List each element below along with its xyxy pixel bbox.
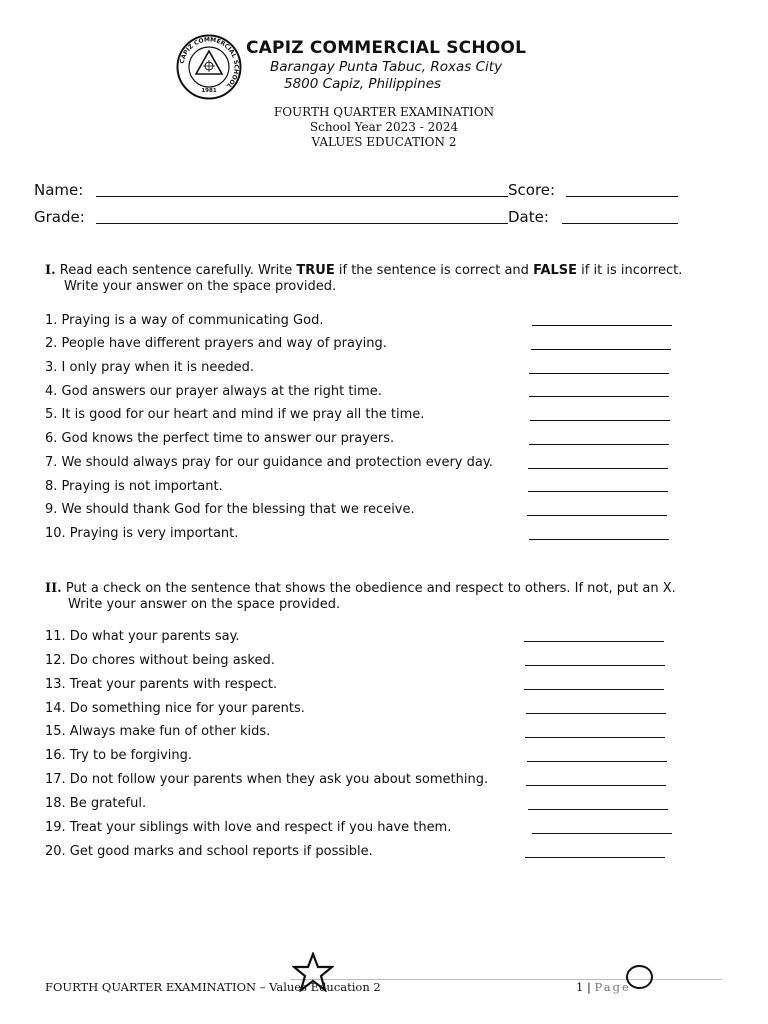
- part1-numeral: I.: [45, 263, 56, 278]
- exam-subject: VALUES EDUCATION 2: [311, 135, 457, 149]
- page-number-value: 1: [576, 980, 584, 994]
- score-line[interactable]: [566, 196, 678, 197]
- answer-line[interactable]: [529, 539, 669, 540]
- question-item: 20. Get good marks and school reports if possible.: [45, 844, 373, 859]
- answer-line[interactable]: [529, 373, 669, 374]
- question-item: 15. Always make fun of other kids.: [45, 724, 271, 739]
- question-item: 19. Treat your siblings with love and respect if you have them.: [45, 820, 452, 835]
- question-item: 11. Do what your parents say.: [45, 629, 240, 644]
- question-item: 17. Do not follow your parents when they ask you about something.: [45, 772, 489, 787]
- answer-line[interactable]: [524, 689, 664, 690]
- answer-line[interactable]: [525, 737, 665, 738]
- question-item: 16. Try to be forgiving.: [45, 748, 193, 763]
- circle-mark-icon: [626, 965, 653, 989]
- part1-text-b: if the sentence is correct and: [334, 263, 534, 278]
- school-address-line1: Barangay Punta Tabuc, Roxas City: [270, 59, 503, 75]
- question-item: 2. People have different prayers and way of praying.: [45, 336, 387, 351]
- score-label: Score:: [508, 181, 556, 199]
- answer-line[interactable]: [530, 420, 670, 421]
- answer-line[interactable]: [528, 809, 668, 810]
- svg-text:1981: 1981: [201, 88, 217, 94]
- question-item: 10. Praying is very important.: [45, 526, 239, 541]
- answer-line[interactable]: [526, 785, 666, 786]
- answer-line[interactable]: [524, 641, 664, 642]
- question-item: 5. It is good for our heart and mind if we pray all the time.: [45, 407, 425, 422]
- part2-text-b: Write your answer on the space provided.: [68, 597, 341, 612]
- part1-text-d: Write your answer on the space provided.: [64, 279, 337, 294]
- answer-line[interactable]: [532, 325, 672, 326]
- page-separator: |: [583, 980, 595, 994]
- school-header: [176, 34, 576, 98]
- name-label: Name:: [34, 181, 84, 199]
- part1-true-word: TRUE: [296, 263, 335, 278]
- exam-school-year: School Year 2023 - 2024: [309, 120, 459, 134]
- exam-title: FOURTH QUARTER EXAMINATION: [273, 105, 495, 119]
- school-seal-logo: [176, 34, 242, 100]
- question-item: 1. Praying is a way of communicating God.: [45, 313, 324, 328]
- answer-line[interactable]: [529, 444, 669, 445]
- school-address-line2: 5800 Capiz, Philippines: [284, 76, 442, 92]
- answer-line[interactable]: [529, 396, 669, 397]
- question-item: 6. God knows the perfect time to answer our prayers.: [45, 431, 395, 446]
- date-line[interactable]: [562, 223, 678, 224]
- answer-line[interactable]: [531, 349, 671, 350]
- question-item: 13. Treat your parents with respect.: [45, 677, 278, 692]
- question-item: 7. We should always pray for our guidance and protection every day.: [45, 455, 493, 470]
- answer-line[interactable]: [526, 713, 666, 714]
- part1-instructions: [45, 263, 735, 295]
- answer-line[interactable]: [525, 665, 665, 666]
- question-item: 18. Be grateful.: [45, 796, 147, 811]
- answer-line[interactable]: [527, 515, 667, 516]
- school-name: CAPIZ COMMERCIAL SCHOOL: [246, 38, 527, 58]
- page-word: Page: [594, 980, 631, 994]
- answer-line[interactable]: [532, 833, 672, 834]
- grade-line[interactable]: [96, 223, 508, 224]
- part2-text-a: Put a check on the sentence that shows the obedience and respect to others. If not, put an X.: [61, 581, 676, 596]
- question-item: 14. Do something nice for your parents.: [45, 701, 305, 716]
- answer-line[interactable]: [528, 491, 668, 492]
- part1-text-a: Read each sentence carefully. Write: [55, 263, 297, 278]
- page-number: [576, 980, 631, 994]
- part2-numeral: II.: [45, 581, 62, 596]
- question-item: 3. I only pray when it is needed.: [45, 360, 254, 375]
- star-icon: [292, 952, 334, 992]
- date-label: Date:: [508, 208, 549, 226]
- footer-text: FOURTH QUARTER EXAMINATION – Values Education 2: [45, 980, 381, 994]
- question-item: 4. God answers our prayer always at the right time.: [45, 384, 382, 399]
- grade-label: Grade:: [34, 208, 85, 226]
- question-item: 9. We should thank God for the blessing that we receive.: [45, 502, 415, 517]
- part1-false-word: FALSE: [533, 263, 578, 278]
- question-item: 8. Praying is not important.: [45, 479, 223, 494]
- part2-instructions: [45, 581, 735, 613]
- svg-text:CAPIZ COMMERCIAL SCHOOL: CAPIZ COMMERCIAL SCHOOL: [178, 36, 240, 90]
- name-line[interactable]: [96, 196, 508, 197]
- question-item: 12. Do chores without being asked.: [45, 653, 275, 668]
- answer-line[interactable]: [527, 761, 667, 762]
- answer-line[interactable]: [525, 857, 665, 858]
- answer-line[interactable]: [528, 468, 668, 469]
- part1-text-c: if it is incorrect.: [577, 263, 683, 278]
